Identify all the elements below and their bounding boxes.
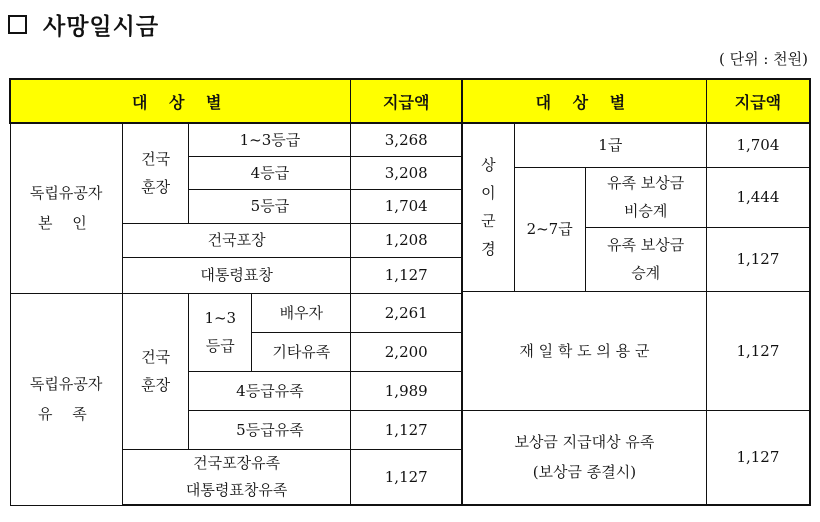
- row-label: 4등급유족: [189, 371, 351, 410]
- group-self-line2: 본 인: [38, 214, 95, 233]
- row-value: 2,200: [351, 332, 462, 371]
- row-label: 배우자: [252, 293, 351, 332]
- row-value: 3,268: [351, 123, 462, 156]
- row-label: 1급: [514, 123, 706, 167]
- row-label: 5등급: [189, 189, 351, 223]
- checkbox-square-icon: [8, 15, 27, 34]
- row-value: 1,127: [351, 410, 462, 449]
- grade-1-3: 1~3 등급: [189, 293, 252, 371]
- row-value: 1,704: [351, 189, 462, 223]
- row-value: 1,127: [706, 227, 810, 291]
- unit-note: ( 단위 : 천원): [718, 50, 808, 68]
- row-value: 1,989: [351, 371, 462, 410]
- row-value: 1,444: [706, 167, 810, 227]
- left-header-target: 대 상 별: [10, 79, 351, 123]
- row-value: 1,127: [706, 410, 810, 505]
- row-label: 건국포장유족 대통령표창유족: [122, 449, 351, 505]
- row-label: 재 일 학 도 의 용 군: [463, 291, 707, 410]
- row-label: 보상금 지급대상 유족 (보상금 종결시): [463, 410, 707, 505]
- group-bereaved-line1: 독립유공자: [29, 375, 103, 393]
- row-label: 5등급유족: [189, 410, 351, 449]
- right-payment-table: [462, 78, 811, 506]
- sub-group-bereaved-medal: 건국 훈장: [122, 293, 189, 449]
- row-label: 대통령표창: [122, 257, 351, 293]
- row-value: 1,127: [706, 291, 810, 410]
- title-text: 사망일시금: [43, 13, 160, 40]
- sub-group-self-medal: 건국 훈장: [122, 123, 189, 223]
- row-value: 3,208: [351, 156, 462, 189]
- row-label: 4등급: [189, 156, 351, 189]
- page-title: [8, 8, 159, 40]
- left-header-amount: 지급액: [351, 79, 462, 123]
- group-wounded-soldiers: 상 이 군 경: [463, 123, 515, 291]
- row-value: 1,127: [351, 257, 462, 293]
- row-label: 유족 보상금 비승계: [585, 167, 706, 227]
- row-value: 1,704: [706, 123, 810, 167]
- group-self-line1: 독립유공자: [29, 184, 103, 203]
- grade-2-7: 2~7급: [514, 167, 585, 291]
- row-value: 1,208: [351, 223, 462, 257]
- right-header-amount: 지급액: [706, 79, 810, 123]
- row-label: 건국포장: [122, 223, 351, 257]
- row-label: 기타유족: [252, 332, 351, 371]
- group-bereaved-line2: 유 족: [38, 405, 95, 423]
- group-bereaved: [10, 293, 122, 505]
- row-value: 2,261: [351, 293, 462, 332]
- left-payment-table: [9, 78, 462, 506]
- row-value: 1,127: [351, 449, 462, 505]
- row-label: 1~3등급: [189, 123, 351, 156]
- right-header-target: 대 상 별: [463, 79, 707, 123]
- row-label: 유족 보상금 승계: [585, 227, 706, 291]
- group-self: [10, 123, 122, 293]
